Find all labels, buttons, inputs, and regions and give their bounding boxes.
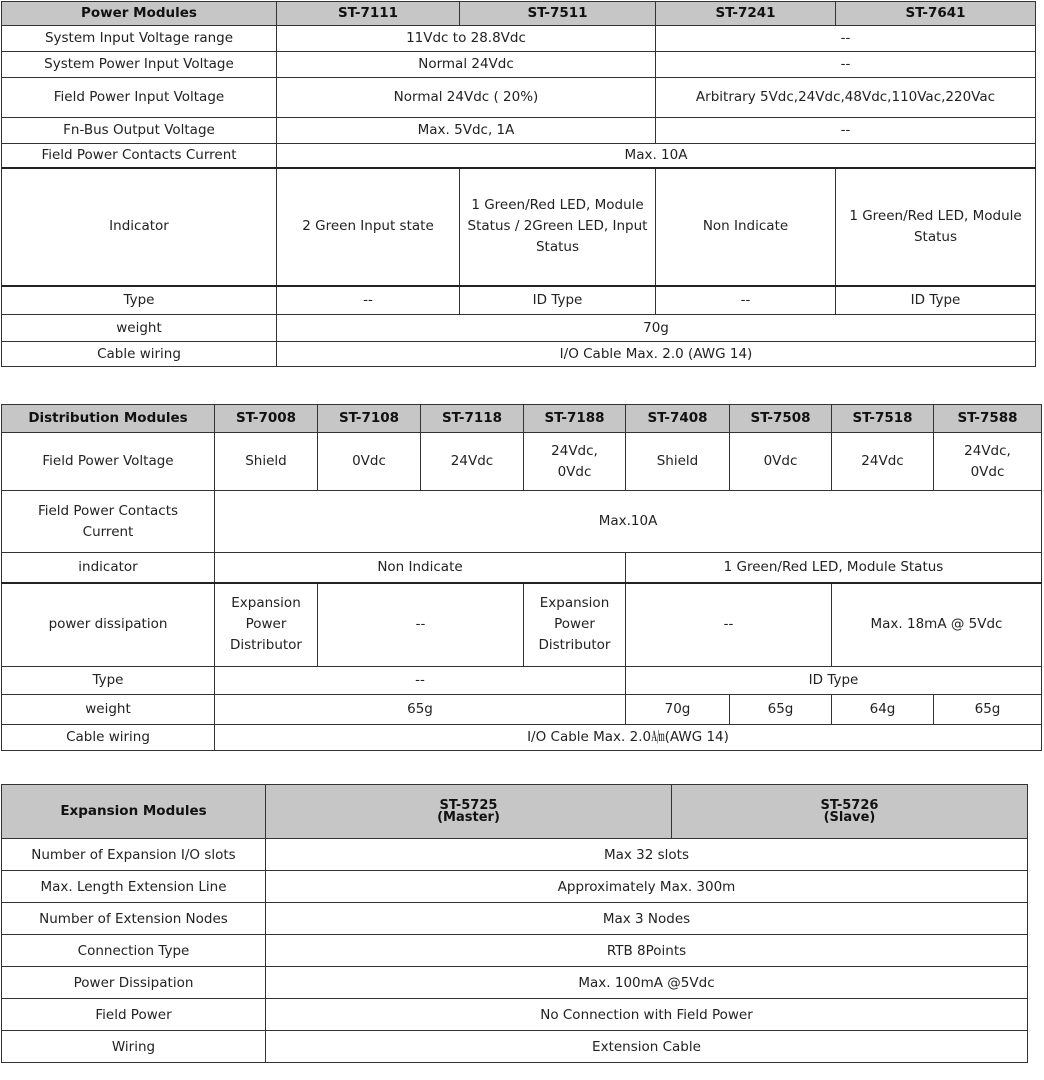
value-voltage-7518: 24Vdc	[832, 433, 934, 491]
row-label-system-input-range: System Input Voltage range	[2, 26, 277, 52]
model-st-5726-sub: (Slave)	[823, 809, 876, 825]
value-wiring: Extension Cable	[266, 1031, 1028, 1063]
model-st-7008: ST-7008	[215, 405, 318, 433]
value-indicator-7511: 1 Green/Red LED, Module Status / 2Green LED, Input Status	[460, 168, 656, 286]
row-label-expansion-slots: Number of Expansion I/O slots	[2, 839, 266, 871]
value-voltage-7008: Shield	[215, 433, 318, 491]
value-cable: I/O Cable Max. 2.0㏟(AWG 14)	[215, 725, 1042, 751]
value-system-power-input: Normal 24Vdc	[277, 52, 656, 78]
model-st-5726-name: ST-5726	[820, 797, 879, 813]
model-st-7118: ST-7118	[421, 405, 524, 433]
value-indicator-7111: 2 Green Input state	[277, 168, 460, 286]
model-st-7508: ST-7508	[730, 405, 832, 433]
value-voltage-7588: 24Vdc, 0Vdc	[934, 433, 1042, 491]
value-power-dissipation: Max. 100mA @5Vdc	[266, 967, 1028, 999]
row-label-contacts-current: Field Power Contacts Current	[2, 491, 215, 553]
row-label-wiring: Wiring	[2, 1031, 266, 1063]
row-label-field-power: Field Power	[2, 999, 266, 1031]
row-label-extension-length: Max. Length Extension Line	[2, 871, 266, 903]
model-st-7111: ST-7111	[277, 2, 460, 26]
value-voltage-7508: 0Vdc	[730, 433, 832, 491]
value-dissipation-7188: Expansion Power Distributor	[524, 583, 626, 667]
model-st-5726	[672, 785, 1028, 839]
distribution-modules-table	[1, 404, 1042, 751]
model-st-5725-name: ST-5725	[439, 797, 498, 813]
value-type-7511: ID Type	[460, 286, 656, 315]
value-contacts-current: Max.10A	[215, 491, 1042, 553]
row-label-weight: weight	[2, 315, 277, 342]
row-label-connection-type: Connection Type	[2, 935, 266, 967]
value-type-7111: --	[277, 286, 460, 315]
model-st-7641: ST-7641	[836, 2, 1036, 26]
value-weight-7518: 64g	[832, 695, 934, 725]
value-indicator-7641: 1 Green/Red LED, Module Status	[836, 168, 1036, 286]
value-weight-7408: 70g	[626, 695, 730, 725]
value-system-input-range-dash: --	[656, 26, 1036, 52]
value-field-power-input-arbitrary: Arbitrary 5Vdc,24Vdc,48Vdc,110Vac,220Vac	[656, 78, 1036, 118]
row-label-type: Type	[2, 667, 215, 695]
power-modules-table	[1, 1, 1036, 367]
value-indicator-7241: Non Indicate	[656, 168, 836, 286]
value-voltage-7108: 0Vdc	[318, 433, 421, 491]
value-indicator-led: 1 Green/Red LED, Module Status	[626, 553, 1042, 583]
value-field-power-input: Normal 24Vdc ( 20%)	[277, 78, 656, 118]
value-dissipation-7008: Expansion Power Distributor	[215, 583, 318, 667]
value-type-dash: --	[215, 667, 626, 695]
value-cable: I/O Cable Max. 2.0 (AWG 14)	[277, 342, 1036, 367]
value-type-7241: --	[656, 286, 836, 315]
row-label-field-power-input: Field Power Input Voltage	[2, 78, 277, 118]
row-label-cable: Cable wiring	[2, 342, 277, 367]
value-weight: 70g	[277, 315, 1036, 342]
row-label-fn-bus: Fn-Bus Output Voltage	[2, 118, 277, 144]
model-st-5725-sub: (Master)	[437, 809, 500, 825]
value-fn-bus: Max. 5Vdc, 1A	[277, 118, 656, 144]
value-dissipation-7518-7588: Max. 18mA @ 5Vdc	[832, 583, 1042, 667]
model-st-7511: ST-7511	[460, 2, 656, 26]
row-label-weight: weight	[2, 695, 215, 725]
value-type-id: ID Type	[626, 667, 1042, 695]
value-weight-7588: 65g	[934, 695, 1042, 725]
value-connection-type: RTB 8Points	[266, 935, 1028, 967]
value-extension-length: Approximately Max. 300m	[266, 871, 1028, 903]
row-label-type: Type	[2, 286, 277, 315]
row-label-power-dissipation: power dissipation	[2, 583, 215, 667]
value-voltage-7408: Shield	[626, 433, 730, 491]
row-label-system-power-input: System Power Input Voltage	[2, 52, 277, 78]
value-system-power-input-dash: --	[656, 52, 1036, 78]
model-st-7241: ST-7241	[656, 2, 836, 26]
value-voltage-7188: 24Vdc, 0Vdc	[524, 433, 626, 491]
model-st-7108: ST-7108	[318, 405, 421, 433]
model-st-7408: ST-7408	[626, 405, 730, 433]
value-field-power: No Connection with Field Power	[266, 999, 1028, 1031]
value-contacts-current: Max. 10A	[277, 144, 1036, 168]
value-dissipation-7108-7118: --	[318, 583, 524, 667]
model-st-5725	[266, 785, 672, 839]
model-st-7588: ST-7588	[934, 405, 1042, 433]
value-system-input-range: 11Vdc to 28.8Vdc	[277, 26, 656, 52]
value-type-7641: ID Type	[836, 286, 1036, 315]
value-voltage-7118: 24Vdc	[421, 433, 524, 491]
value-indicator-non: Non Indicate	[215, 553, 626, 583]
row-label-cable: Cable wiring	[2, 725, 215, 751]
value-dissipation-7408-7508: --	[626, 583, 832, 667]
value-weight-65g: 65g	[215, 695, 626, 725]
value-weight-7508: 65g	[730, 695, 832, 725]
row-label-power-dissipation: Power Dissipation	[2, 967, 266, 999]
value-fn-bus-dash: --	[656, 118, 1036, 144]
expansion-modules-header: Expansion Modules	[2, 785, 266, 839]
power-modules-header: Power Modules	[2, 2, 277, 26]
row-label-indicator: Indicator	[2, 168, 277, 286]
row-label-contacts-current: Field Power Contacts Current	[2, 144, 277, 168]
row-label-extension-nodes: Number of Extension Nodes	[2, 903, 266, 935]
model-st-7518: ST-7518	[832, 405, 934, 433]
distribution-modules-header: Distribution Modules	[2, 405, 215, 433]
value-extension-nodes: Max 3 Nodes	[266, 903, 1028, 935]
row-label-indicator: indicator	[2, 553, 215, 583]
row-label-field-power-voltage: Field Power Voltage	[2, 433, 215, 491]
model-st-7188: ST-7188	[524, 405, 626, 433]
value-expansion-slots: Max 32 slots	[266, 839, 1028, 871]
expansion-modules-table	[1, 784, 1028, 1063]
